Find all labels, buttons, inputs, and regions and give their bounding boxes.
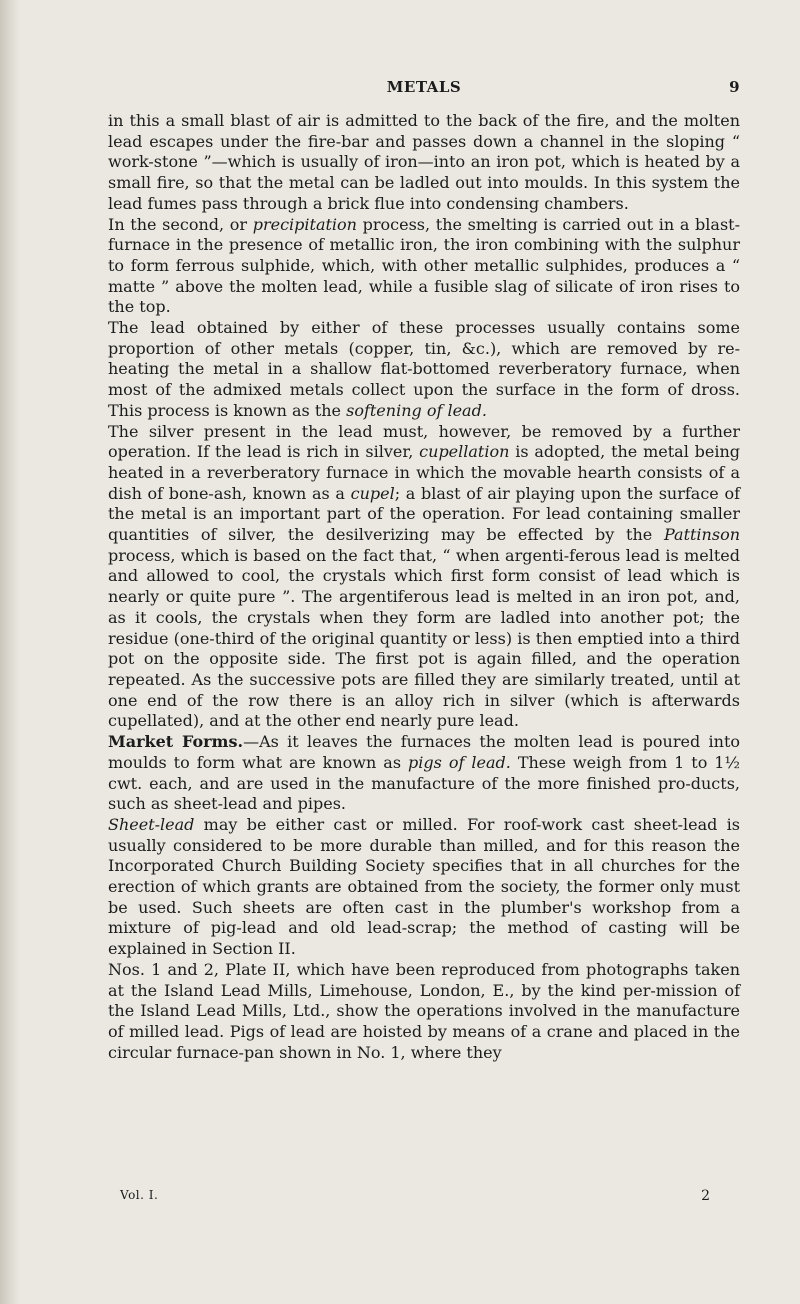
emphasis: softening of lead. bbox=[346, 400, 487, 420]
paragraph-3 bbox=[108, 318, 740, 422]
text-run: process, which is based on the fact that, “ when argenti-ferous lead is melted and allowed to cool, the crystals which first form consist of lead which is nearly or quite pure ”. The argentiferous lead is melted in an iron pot, and, as it cools, the crystals when they form are ladled into another pot; the residue (one-third of the original quantity or less) is then emptied into a third pot on the opposite side. The first pot is again filled, and the operation repeated. As the successive pots are filled they are similarly treated, until at one end of the row there is an alloy rich in silver (which is afterwards cupellated), and at the other end nearly pure lead. bbox=[108, 545, 740, 731]
text-run: Nos. 1 and 2, Plate II, which have been reproduced from photographs taken at the Island Lead Mills, Limehouse, London, E., by the kind per-mission of the Island Lead Mills, Ltd., show the operations involved in the manufacture of milled lead. Pigs of lead are hoisted by means of a crane and placed in the circular furnace-pan shown in No. 1, where they bbox=[108, 959, 740, 1062]
text-run: ; a blast of air playing upon the surface of the metal is an important part of the operation. For lead containing smaller quantities of silver, the desilverizing may be effected by the bbox=[108, 483, 741, 545]
page-footer bbox=[120, 1188, 710, 1206]
emphasis: Sheet-lead bbox=[108, 814, 195, 834]
emphasis: pigs of lead. bbox=[408, 752, 511, 772]
emphasis: cupel bbox=[350, 483, 395, 503]
paragraph-4 bbox=[108, 422, 740, 733]
text-run: The lead obtained by either of these processes usually contains some proportion of other metals (copper, tin, &c.), which are removed by re-heating the metal in a shallow flat-bottomed reverberatory furnace, when most of the admixed metals collect upon the surface in the form of dross. This process is known as the bbox=[108, 318, 740, 420]
text-run: —As it leaves the furnaces the molten lead is poured into moulds to form what are known as bbox=[108, 732, 741, 772]
text-run: process, the smelting is carried out in a blast-furnace in the presence of metallic iron, the iron combining with the sulphur to form ferrous sulphide, which, with other metallic sulphides, produces a “ matte ” above the molten lead, while a fusible slag of silicate of iron rises to the top. bbox=[108, 214, 740, 317]
emphasis: Pattinson bbox=[663, 525, 740, 545]
text-run: The silver present in the lead must, however, be removed by a further operation. If the lead is rich in silver, bbox=[108, 421, 740, 462]
section-lead: Market Forms. bbox=[108, 732, 244, 752]
page-edge-shadow bbox=[0, 0, 20, 1304]
text-run: may be either cast or milled. For roof-work cast sheet-lead is usually considered to be more durable than milled, and for this reason the Incorporated Church Building Society specifies that in all churches for the erection of which grants are obtained from the society, the former only must be used. Such sheets are often cast in the plumber's workshop from a mixture of pig-lead and old lead-scrap; the method of casting will be explained in Section II. bbox=[108, 814, 740, 959]
page-title: METALS bbox=[386, 78, 462, 96]
text-run: is adopted, the metal being heated in a reverberatory furnace in which the movable hearth consists of a dish of bone-ash, known as a bbox=[108, 442, 741, 503]
emphasis: precipitation bbox=[252, 214, 357, 234]
paragraph-2 bbox=[108, 215, 740, 319]
page-number: 9 bbox=[729, 78, 740, 96]
paragraph-5 bbox=[108, 732, 740, 815]
text-run: These weigh from 1 to 1½ cwt. each, and are used in the manufacture of the more finished pro-ducts, such as sheet-lead and pipes. bbox=[108, 752, 740, 814]
volume-mark: Vol. I. bbox=[120, 1188, 159, 1202]
running-header bbox=[108, 78, 740, 100]
paragraph-6 bbox=[108, 815, 740, 960]
paragraph-1: in this a small blast of air is admitted to the back of the fire, and the molten lead escapes under the fire-bar and passes down a channel in the sloping “ work-stone ”—which is usually of iron—into an iron pot, which is heated by a small fire, so that the metal can be ladled out into moulds. In this system the lead fumes pass through a brick flue into condensing chambers. bbox=[108, 111, 740, 213]
emphasis: cupellation bbox=[419, 442, 510, 462]
signature-mark: 2 bbox=[701, 1188, 710, 1204]
paragraph-7 bbox=[108, 960, 740, 1064]
text-run: In the second, or bbox=[108, 214, 253, 234]
body-text bbox=[108, 111, 740, 1063]
